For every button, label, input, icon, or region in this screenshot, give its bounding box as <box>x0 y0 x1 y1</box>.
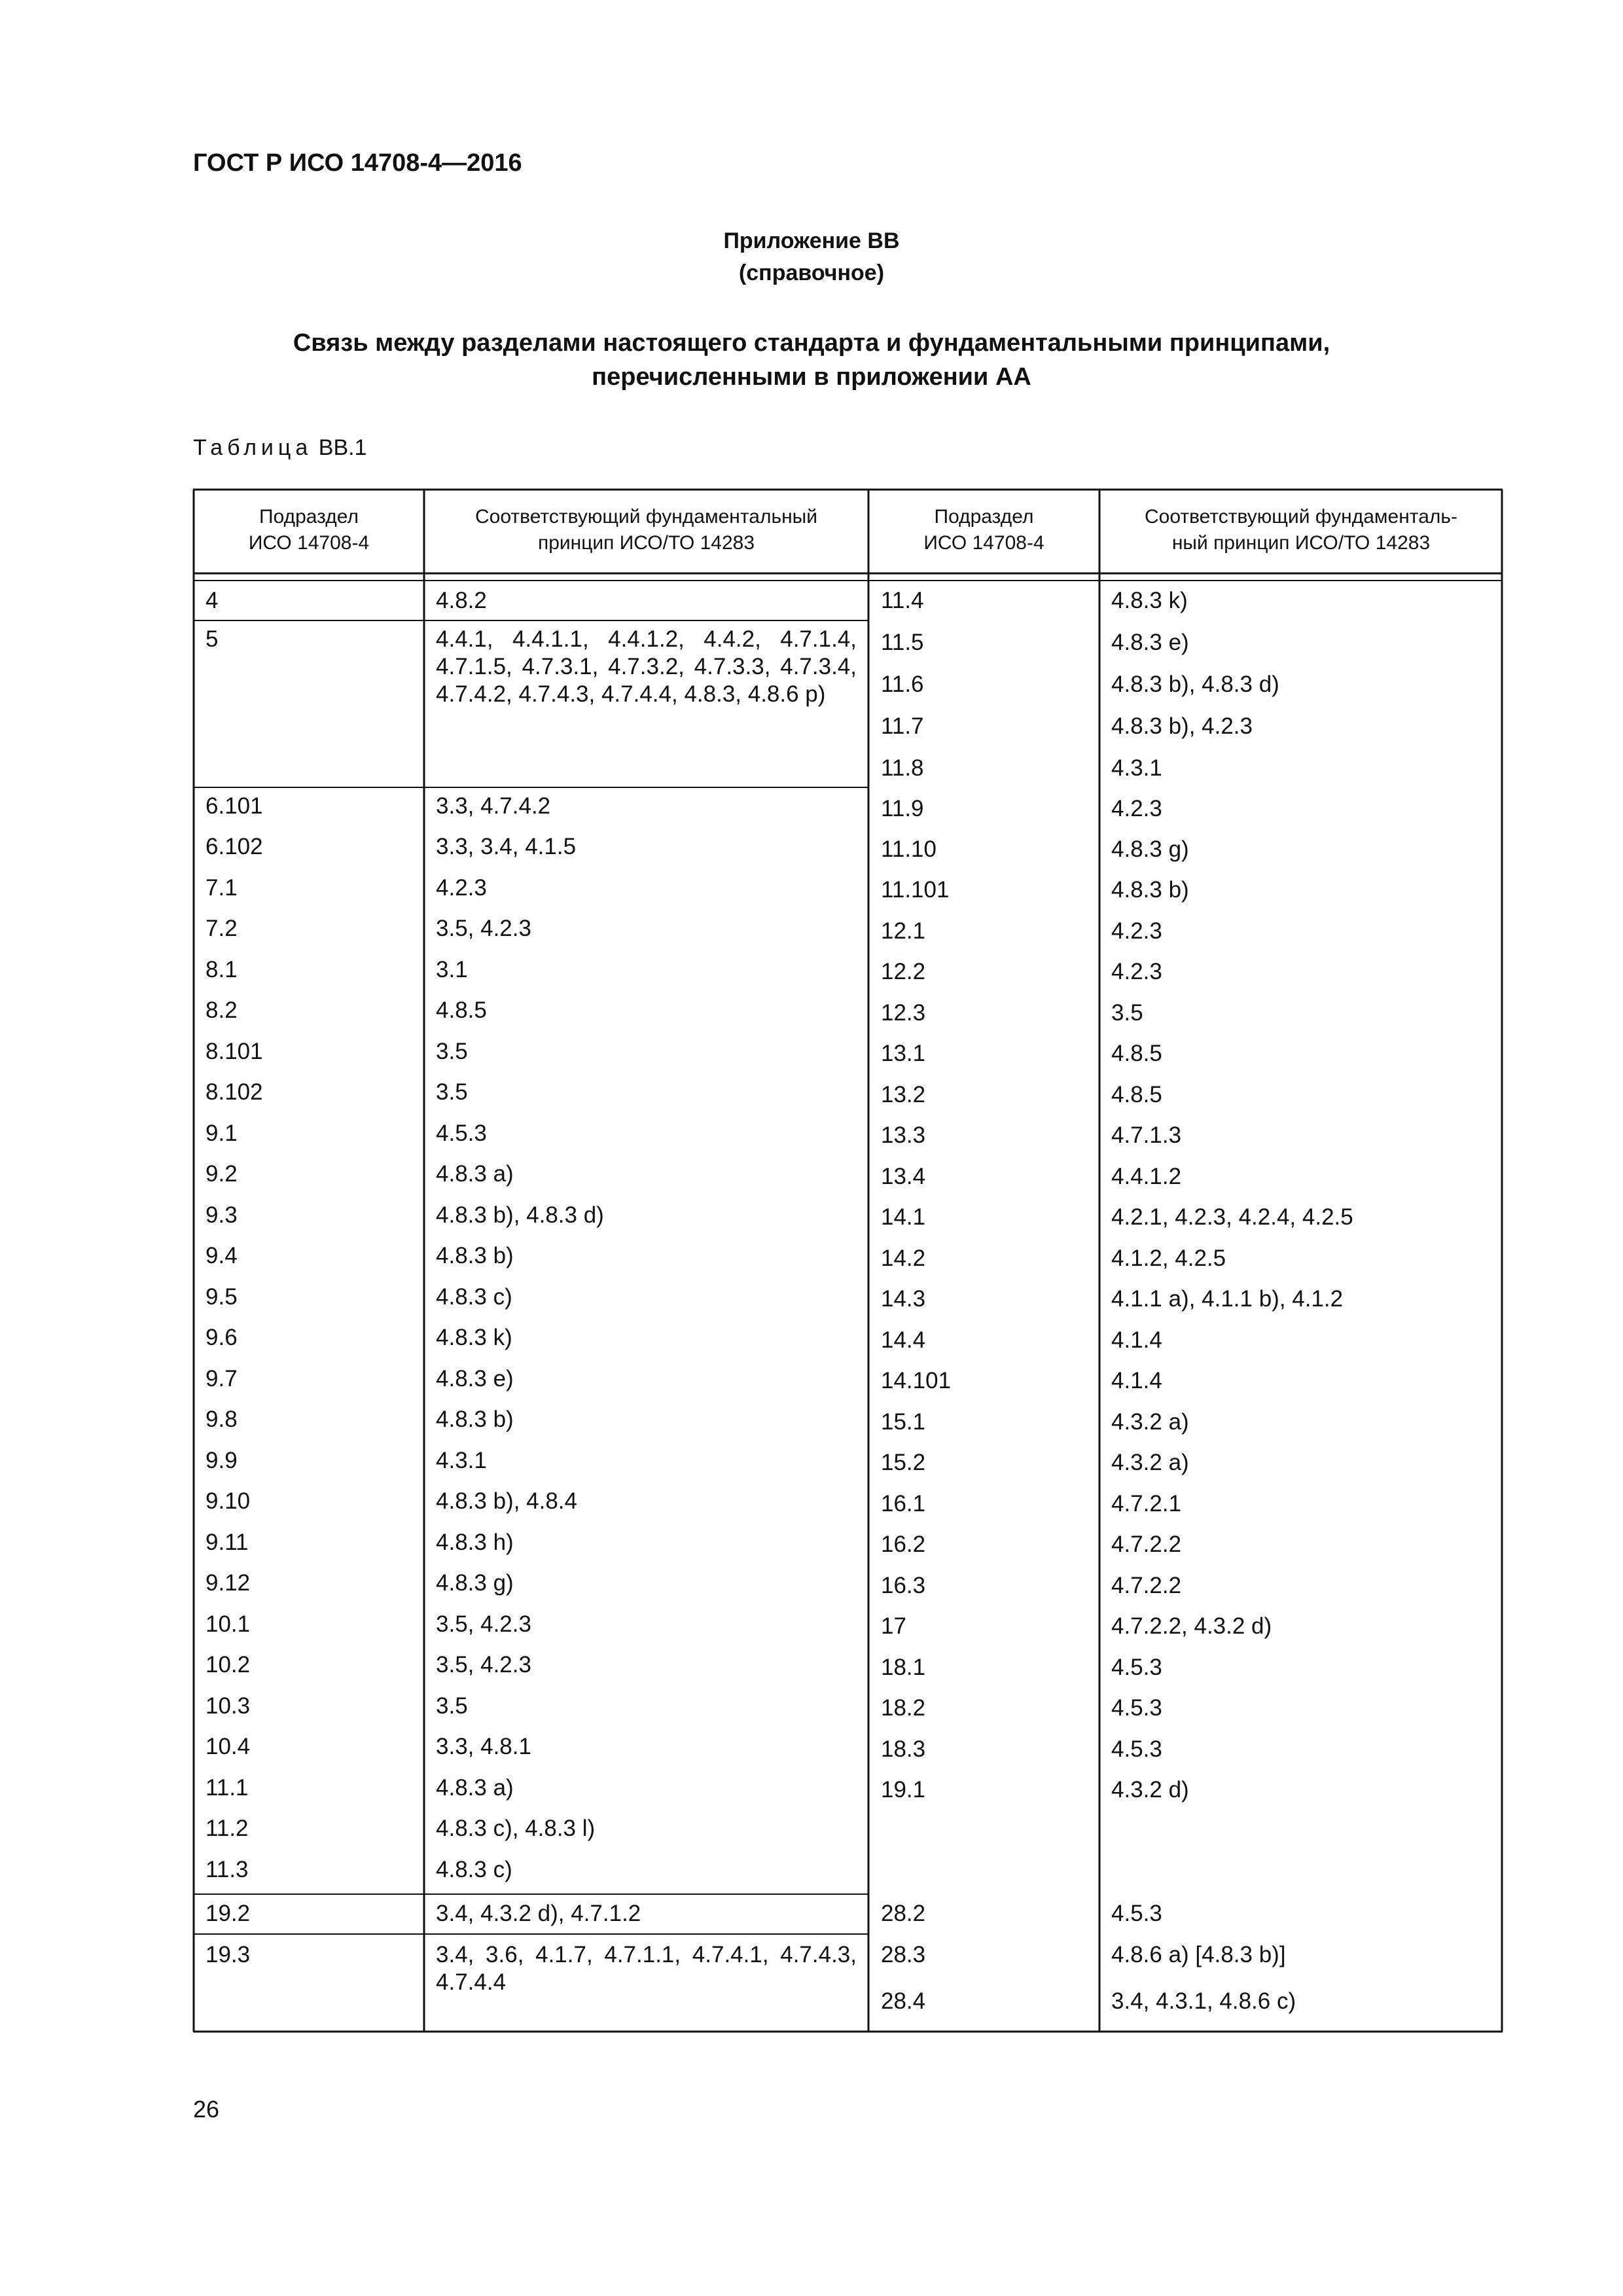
table-cell: 4.8.3 b) <box>1111 877 1189 903</box>
table-cell: 4.8.3 b), 4.8.4 <box>436 1488 577 1514</box>
table-cell: 4.8.3 c), 4.8.3 l) <box>436 1816 596 1841</box>
appendix-title: Приложение ВВ <box>723 228 900 253</box>
table-cell: 7.2 <box>205 916 238 941</box>
table-cell: 12.1 <box>881 918 926 944</box>
table-cell: 3.5 <box>436 1079 468 1105</box>
table-header-subsection-left <box>195 504 423 556</box>
table-cell: 3.4, 3.6, 4.1.7, 4.7.1.1, 4.7.4.1, 4.7.4.3, 4.7.4.4 <box>436 1942 857 1995</box>
header-line: ный принцип ИСО/ТО 14283 <box>1171 532 1431 554</box>
table-cell: 8.101 <box>205 1039 263 1064</box>
table-cell: 18.2 <box>881 1695 926 1721</box>
table-cell: 10.4 <box>205 1734 251 1759</box>
table-cell: 4.1.4 <box>1111 1368 1162 1393</box>
table-cell: 9.10 <box>205 1488 251 1514</box>
table-cell: 9.1 <box>205 1121 238 1146</box>
table-cell: 14.3 <box>881 1286 926 1312</box>
table-cell: 11.1 <box>205 1775 249 1801</box>
table-cell: 4.8.3 b), 4.8.3 d) <box>436 1202 604 1228</box>
table-cell: 4.8.3 c) <box>436 1857 512 1882</box>
table-cell: 4.3.1 <box>1111 755 1162 781</box>
table-caption-word: Таблица <box>193 435 313 460</box>
table-cell: 4.7.2.2 <box>1111 1532 1182 1557</box>
header-line: Соответствующий фундаментальный <box>475 506 817 528</box>
table-cell: 3.3, 4.8.1 <box>436 1734 531 1759</box>
table-cell: 4.8.3 b) <box>436 1243 514 1268</box>
table-cell: 14.1 <box>881 1204 926 1230</box>
table-cell: 10.3 <box>205 1693 251 1719</box>
table-cell: 5 <box>205 626 219 652</box>
table-cell: 3.4, 4.3.1, 4.8.6 c) <box>1111 1988 1296 2014</box>
table-cell: 4 <box>205 588 219 613</box>
table-cell: 17 <box>881 1613 906 1639</box>
table-cell: 9.12 <box>205 1570 251 1596</box>
table-cell: 9.3 <box>205 1202 238 1228</box>
table-cell: 28.2 <box>881 1901 926 1926</box>
document-code: ГОСТ Р ИСО 14708-4—2016 <box>193 149 522 177</box>
table-cell: 19.1 <box>881 1777 926 1803</box>
table-cell: 10.2 <box>205 1652 251 1677</box>
page-number: 26 <box>193 2096 220 2123</box>
table-cell: 6.102 <box>205 834 263 859</box>
table-cell: 4.8.3 e) <box>1111 630 1189 655</box>
table-cell: 4.8.3 g) <box>436 1570 514 1596</box>
appendix-kind: (справочное) <box>738 260 885 285</box>
table-cell: 4.4.1, 4.4.1.1, 4.4.1.2, 4.4.2, 4.7.1.4, 4.7.1.5, 4.7.3.1, 4.7.3.2, 4.7.3.3, 4.7.3.4, 4.7.4.2, 4.7.4.3, 4.7.4.4, 4.8.3, 4.8.6 p) <box>436 626 857 707</box>
table-cell: 4.5.3 <box>1111 1901 1162 1926</box>
table-cell: 14.4 <box>881 1327 926 1353</box>
table-cell: 9.9 <box>205 1448 238 1473</box>
table-caption-number: ВВ.1 <box>318 435 367 460</box>
table-cell: 9.4 <box>205 1243 238 1268</box>
table-cell: 15.1 <box>881 1409 926 1435</box>
table-cell: 13.2 <box>881 1082 926 1107</box>
table-cell: 4.1.1 a), 4.1.1 b), 4.1.2 <box>1111 1286 1344 1312</box>
table-cell: 11.5 <box>881 630 924 655</box>
table-cell: 4.8.5 <box>1111 1041 1162 1066</box>
table-cell: 11.6 <box>881 672 924 697</box>
header-line: принцип ИСО/ТО 14283 <box>537 532 755 554</box>
main-title-line-1: Связь между разделами настоящего стандарта и фундаментальными принципами, <box>293 329 1330 357</box>
table-cell: 16.3 <box>881 1573 926 1598</box>
table-cell: 4.8.3 a) <box>436 1161 514 1187</box>
table-cell: 4.5.3 <box>436 1121 487 1146</box>
table-cell: 3.5, 4.2.3 <box>436 1611 531 1637</box>
table-cell: 3.5 <box>1111 1000 1143 1026</box>
header-line: ИСО 14708-4 <box>923 532 1044 554</box>
table-cell: 11.8 <box>881 755 924 781</box>
main-title-line-2: перечисленными в приложении АА <box>592 363 1031 391</box>
table-cell: 14.101 <box>881 1368 952 1393</box>
table-cell: 9.7 <box>205 1366 238 1391</box>
table-cell: 18.3 <box>881 1736 926 1762</box>
table-cell: 6.101 <box>205 793 263 819</box>
table-cell: 4.5.3 <box>1111 1736 1162 1762</box>
table-cell: 14.2 <box>881 1246 926 1271</box>
table-cell: 4.3.2 a) <box>1111 1409 1189 1435</box>
table-cell: 8.1 <box>205 957 238 982</box>
table-cell: 9.2 <box>205 1161 238 1187</box>
table-header-subsection-right <box>870 504 1098 556</box>
table-cell: 4.1.2, 4.2.5 <box>1111 1246 1226 1271</box>
table-cell: 15.2 <box>881 1450 926 1475</box>
table-cell: 4.2.3 <box>1111 959 1162 984</box>
table-cell: 9.8 <box>205 1407 238 1432</box>
table-cell: 3.5, 4.2.3 <box>436 1652 531 1677</box>
table-cell: 4.8.5 <box>436 997 487 1023</box>
table-cell: 4.7.1.3 <box>1111 1122 1182 1148</box>
table-cell: 16.1 <box>881 1491 926 1516</box>
table-cell: 8.2 <box>205 997 238 1023</box>
table-cell: 19.2 <box>205 1901 251 1926</box>
table-cell: 4.8.5 <box>1111 1082 1162 1107</box>
table-cell: 4.7.2.1 <box>1111 1491 1182 1516</box>
table-cell: 4.8.3 k) <box>436 1325 512 1350</box>
table-cell: 28.3 <box>881 1942 926 1967</box>
table-cell: 13.1 <box>881 1041 926 1066</box>
table-cell: 3.5 <box>436 1693 468 1719</box>
table-cell: 4.8.3 b), 4.8.3 d) <box>1111 672 1279 697</box>
table-cell: 10.1 <box>205 1611 251 1637</box>
table-cell: 3.5 <box>436 1039 468 1064</box>
table-cell: 16.2 <box>881 1532 926 1557</box>
table-header-principle-left <box>425 504 867 556</box>
table-cell: 4.8.2 <box>436 588 487 613</box>
table-cell: 9.6 <box>205 1325 238 1350</box>
table-cell: 4.2.1, 4.2.3, 4.2.4, 4.2.5 <box>1111 1204 1353 1230</box>
table-cell: 13.4 <box>881 1164 926 1189</box>
table-cell: 4.8.3 k) <box>1111 588 1188 613</box>
header-line: Соответствующий фундаменталь- <box>1144 506 1458 528</box>
table-cell: 11.4 <box>881 588 924 613</box>
table-cell: 4.1.4 <box>1111 1327 1162 1353</box>
table-cell: 4.2.3 <box>1111 918 1162 944</box>
table-cell: 4.5.3 <box>1111 1655 1162 1680</box>
table-cell: 9.5 <box>205 1284 238 1310</box>
table-cell: 11.3 <box>205 1857 249 1882</box>
table-cell: 3.4, 4.3.2 d), 4.7.1.2 <box>436 1901 641 1926</box>
table-cell: 4.8.3 g) <box>1111 836 1189 862</box>
table-cell: 4.3.1 <box>436 1448 487 1473</box>
table-cell: 4.2.3 <box>1111 796 1162 821</box>
table-cell: 4.3.2 a) <box>1111 1450 1189 1475</box>
table-cell: 3.3, 3.4, 4.1.5 <box>436 834 577 859</box>
table-cell: 4.5.3 <box>1111 1695 1162 1721</box>
table-cell: 4.7.2.2 <box>1111 1573 1182 1598</box>
table-cell: 19.3 <box>205 1942 251 1967</box>
table-cell: 28.4 <box>881 1988 926 2014</box>
table-cell: 4.7.2.2, 4.3.2 d) <box>1111 1613 1272 1639</box>
table-cell: 11.9 <box>881 796 924 821</box>
table-cell: 12.2 <box>881 959 926 984</box>
table-cell: 11.10 <box>881 836 936 862</box>
table-cell: 7.1 <box>205 875 238 901</box>
table-cell: 11.101 <box>881 877 950 903</box>
table-cell: 11.2 <box>205 1816 249 1841</box>
header-line: Подраздел <box>259 506 359 528</box>
table-cell: 4.8.3 b), 4.2.3 <box>1111 713 1253 739</box>
table-cell: 4.3.2 d) <box>1111 1777 1189 1803</box>
table-cell: 4.8.3 c) <box>436 1284 512 1310</box>
table-cell: 4.8.3 b) <box>436 1407 514 1432</box>
table-header-principle-right <box>1101 504 1501 556</box>
header-line: ИСО 14708-4 <box>248 532 370 554</box>
table-cell: 4.8.6 a) [4.8.3 b)] <box>1111 1942 1286 1967</box>
table-cell: 18.1 <box>881 1655 926 1680</box>
table-cell: 3.3, 4.7.4.2 <box>436 793 551 819</box>
table-cell: 4.8.3 a) <box>436 1775 514 1801</box>
table-cell: 4.2.3 <box>436 875 487 901</box>
header-line: Подраздел <box>934 506 1034 528</box>
table-cell: 4.4.1.2 <box>1111 1164 1182 1189</box>
table-cell: 12.3 <box>881 1000 926 1026</box>
table-cell: 9.11 <box>205 1530 249 1555</box>
table-cell: 3.1 <box>436 957 468 982</box>
table-cell: 3.5, 4.2.3 <box>436 916 531 941</box>
table-cell: 4.8.3 h) <box>436 1530 514 1555</box>
table-cell: 4.8.3 e) <box>436 1366 514 1391</box>
table-cell: 13.3 <box>881 1122 926 1148</box>
table-cell: 8.102 <box>205 1079 263 1105</box>
table-cell: 11.7 <box>881 713 924 739</box>
